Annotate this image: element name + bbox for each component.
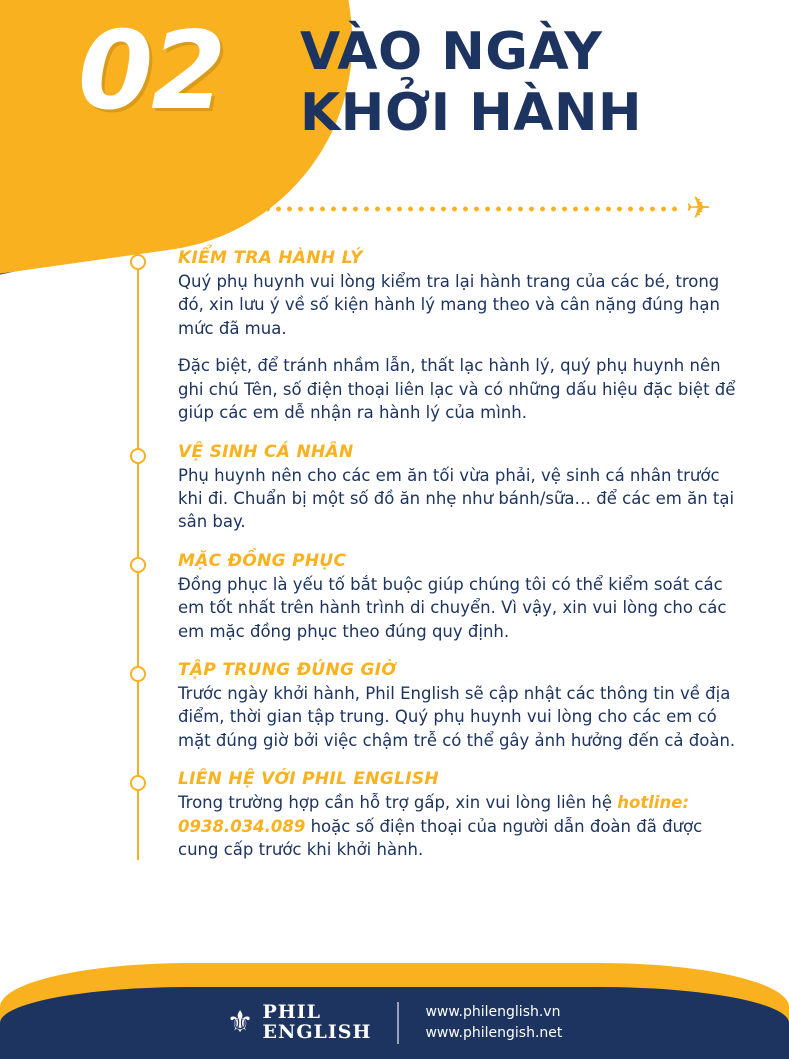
footer-divider [397, 1002, 399, 1044]
brand-text [262, 1003, 371, 1043]
brand-line-1: PHIL [262, 1001, 321, 1024]
brand [227, 1003, 372, 1043]
section-paragraph: Quý phụ huynh vui lòng kiểm tra lại hành trang của các bé, trong đó, xin lưu ý về số kiện hành lý mang theo và cân nặng đúng hạn mức đã mua. [178, 272, 720, 338]
list-item [120, 660, 740, 752]
airplane-icon: ✈ [686, 191, 712, 226]
list-item [120, 551, 740, 643]
timeline-bullet-icon [130, 557, 146, 573]
page-title [300, 22, 770, 145]
content-list [120, 248, 740, 879]
section-title: LIÊN HỆ VỚI PHIL ENGLISH [178, 769, 439, 790]
footer-urls [425, 1002, 562, 1044]
list-item [120, 442, 740, 534]
section-title: KIỂM TRA HÀNH LÝ [178, 248, 363, 268]
section-paragraph: Phụ huynh nên cho các em ăn tối vừa phải, vệ sinh cá nhân trước khi đi. Chuẩn bị một số đồ ăn nhẹ như bánh/sữa… để các em ăn tại sân bay. [178, 465, 735, 532]
section-paragraph: Trước ngày khởi hành, Phil English sẽ cập nhật các thông tin về địa điểm, thời gian tập trung. Quý phụ huynh vui lòng cho các em có mặt đúng giờ bởi việc chậm trễ có thể gây ảnh hưởng đến cả đoàn. [178, 684, 736, 750]
website-url-primary[interactable]: www.philenglish.vn [425, 1004, 561, 1020]
phil-english-logo-icon: ⚜ [226, 1005, 254, 1040]
section-paragraph: Đặc biệt, để tránh nhầm lẫn, thất lạc hành lý, quý phụ huynh nên ghi chú Tên, số điện thoại liên lạc và có những dấu hiệu đặc biệt để giúp các em dễ nhận ra hành lý của mình. [178, 356, 736, 423]
page-title-line-2: KHỞI HÀNH [300, 83, 642, 144]
timeline-bullet-icon [130, 666, 146, 682]
list-item [120, 248, 740, 425]
paragraph-lead: Trong trường hợp cần hỗ trợ gấp, xin vui lòng liên hệ [178, 793, 618, 813]
list-item [120, 769, 740, 861]
brand-line-2: ENGLISH [262, 1021, 372, 1043]
timeline-bullet-icon [130, 254, 146, 270]
section-paragraph: Đồng phục là yếu tố bắt buộc giúp chúng tôi có thể kiểm soát các em tốt nhất trên hành trình di chuyển. Vì vậy, xin vui lòng cho các em mặc đồng phục theo đúng quy định. [178, 574, 727, 641]
footer-content [0, 987, 789, 1059]
dotted-divider [240, 206, 680, 212]
paragraph-tail: hoặc số điện thoại của người dẫn đoàn đã được cung cấp trước khi khởi hành. [178, 816, 703, 860]
page-title-line-1: VÀO NGÀY [300, 22, 603, 82]
section-title: VỆ SINH CÁ NHÂN [178, 441, 354, 462]
footer [0, 951, 789, 1059]
timeline-bullet-icon [130, 775, 146, 791]
section-title: TẬP TRUNG ĐÚNG GIỜ [178, 660, 397, 681]
website-url-secondary[interactable]: www.philengish.net [425, 1025, 563, 1041]
section-number: 02 [78, 9, 225, 134]
timeline-bullet-icon [130, 448, 146, 464]
hotline-number[interactable]: hotline: 0938.034.089 [178, 793, 690, 836]
section-title: MẶC ĐỒNG PHỤC [178, 550, 347, 571]
section-paragraph [178, 791, 740, 861]
